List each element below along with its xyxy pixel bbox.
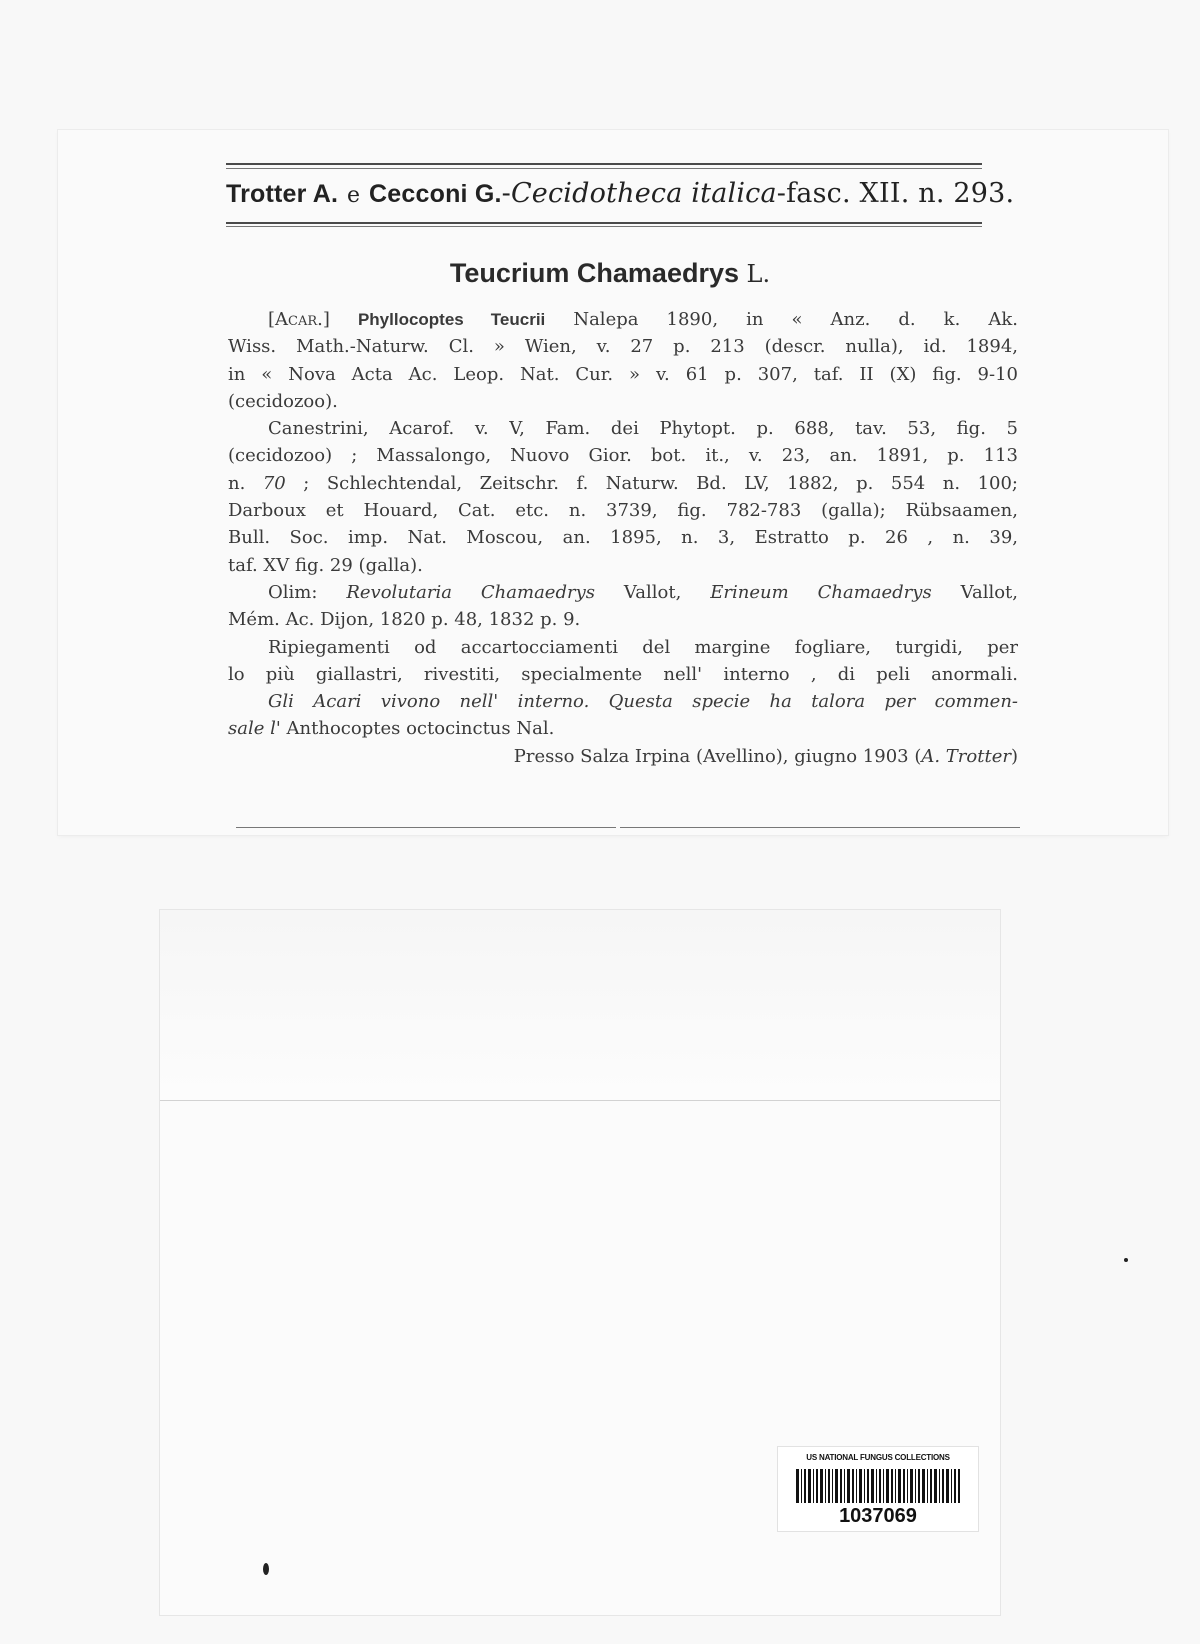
text-line: Gli Acari vivono nell' interno. Questa specie ha talora per commen- (268, 691, 1018, 713)
paragraph-description (228, 634, 1018, 689)
bottom-rule-2 (620, 827, 1020, 828)
text-line: Olim: Revolutaria Chamaedrys Vallot, Erineum Chamaedrys Vallot, (268, 581, 1019, 603)
text-line: (cecidozoo) ; Massalongo, Nuovo Gior. bot. it., v. 23, an. 1891, p. 113 (228, 445, 1018, 467)
series-authors-2: Cecconi G. (369, 180, 502, 208)
label-body (228, 306, 1018, 770)
debris-speck (1124, 1258, 1128, 1262)
text-line: Wiss. Math.-Naturw. Cl. » Wien, v. 27 p. 213 (descr. nulla), id. 1894, (228, 336, 1018, 358)
series-authors: Trotter A. (226, 180, 339, 208)
paragraph-literature (228, 415, 1018, 579)
collection-name: US NATIONAL FUNGUS COLLECTIONS (806, 1453, 950, 1462)
text-line: lo più giallastri, rivestiti, specialmente nell' interno , di peli anormali. (228, 663, 1018, 685)
cecidozoon-name: Phyllocoptes Teucrii (357, 310, 546, 329)
paragraph-notes (228, 688, 1018, 743)
top-rule-thin (226, 168, 982, 169)
species-author: L. (746, 260, 771, 288)
text-line: Ripiegamenti od accartocciamenti del margine fogliare, turgidi, per (268, 636, 1018, 658)
species-title (300, 258, 920, 289)
debris-speck (263, 1563, 269, 1575)
series-and: e (347, 183, 361, 208)
text-line: Mém. Ac. Dijon, 1820 p. 48, 1832 p. 9. (228, 609, 581, 631)
text-line: in « Nova Acta Ac. Leop. Nat. Cur. » v. 61 p. 307, taf. II (X) fig. 9-10 (228, 363, 1018, 385)
text-line: n. 70 ; Schlechtendal, Zeitschr. f. Naturw. Bd. LV, 1882, p. 554 n. 100; (228, 472, 1018, 494)
collection-locality: Presso Salza Irpina (Avellino), giugno 1903 (A. Trotter) (513, 745, 1018, 767)
series-fascicle: -fasc. XII. n. 293. (776, 178, 1015, 209)
text-line: (cecidozoo). (228, 390, 338, 412)
text-line: taf. XV fig. 29 (galla). (228, 554, 423, 576)
envelope-flap (160, 910, 1000, 1101)
text-line: Darboux et Houard, Cat. etc. n. 3739, fig. 782-783 (galla); Rübsaamen, (228, 500, 1018, 522)
paragraph-reference (228, 306, 1018, 415)
text-line: sale l' Anthocoptes octocinctus Nal. (228, 718, 555, 740)
heading-rule-thin (226, 226, 982, 227)
text-line: Canestrini, Acarof. v. V, Fam. dei Phytopt. p. 688, tav. 53, fig. 5 (268, 418, 1018, 440)
top-rule (226, 163, 982, 165)
heading-rule (226, 222, 982, 224)
species-name: Teucrium Chamaedrys (449, 258, 739, 288)
text-line: Bull. Soc. imp. Nat. Moscou, an. 1895, n. 3, Estratto p. 26 , n. 39, (228, 527, 1018, 549)
barcode-sticker (778, 1447, 978, 1531)
envelope-fold (160, 1100, 1000, 1101)
barcode-number: 1037069 (839, 1505, 917, 1527)
bottom-rule (236, 827, 616, 828)
text-line: [Acar.] Phyllocoptes Teucrii Nalepa 1890, in « Anz. d. k. Ak. (268, 309, 1018, 330)
series-heading (226, 178, 1015, 209)
barcode-icon (796, 1469, 960, 1503)
paragraph-synonyms (228, 579, 1018, 634)
series-title: Cecidotheca italica (510, 178, 777, 209)
series-dash: - (501, 178, 511, 209)
